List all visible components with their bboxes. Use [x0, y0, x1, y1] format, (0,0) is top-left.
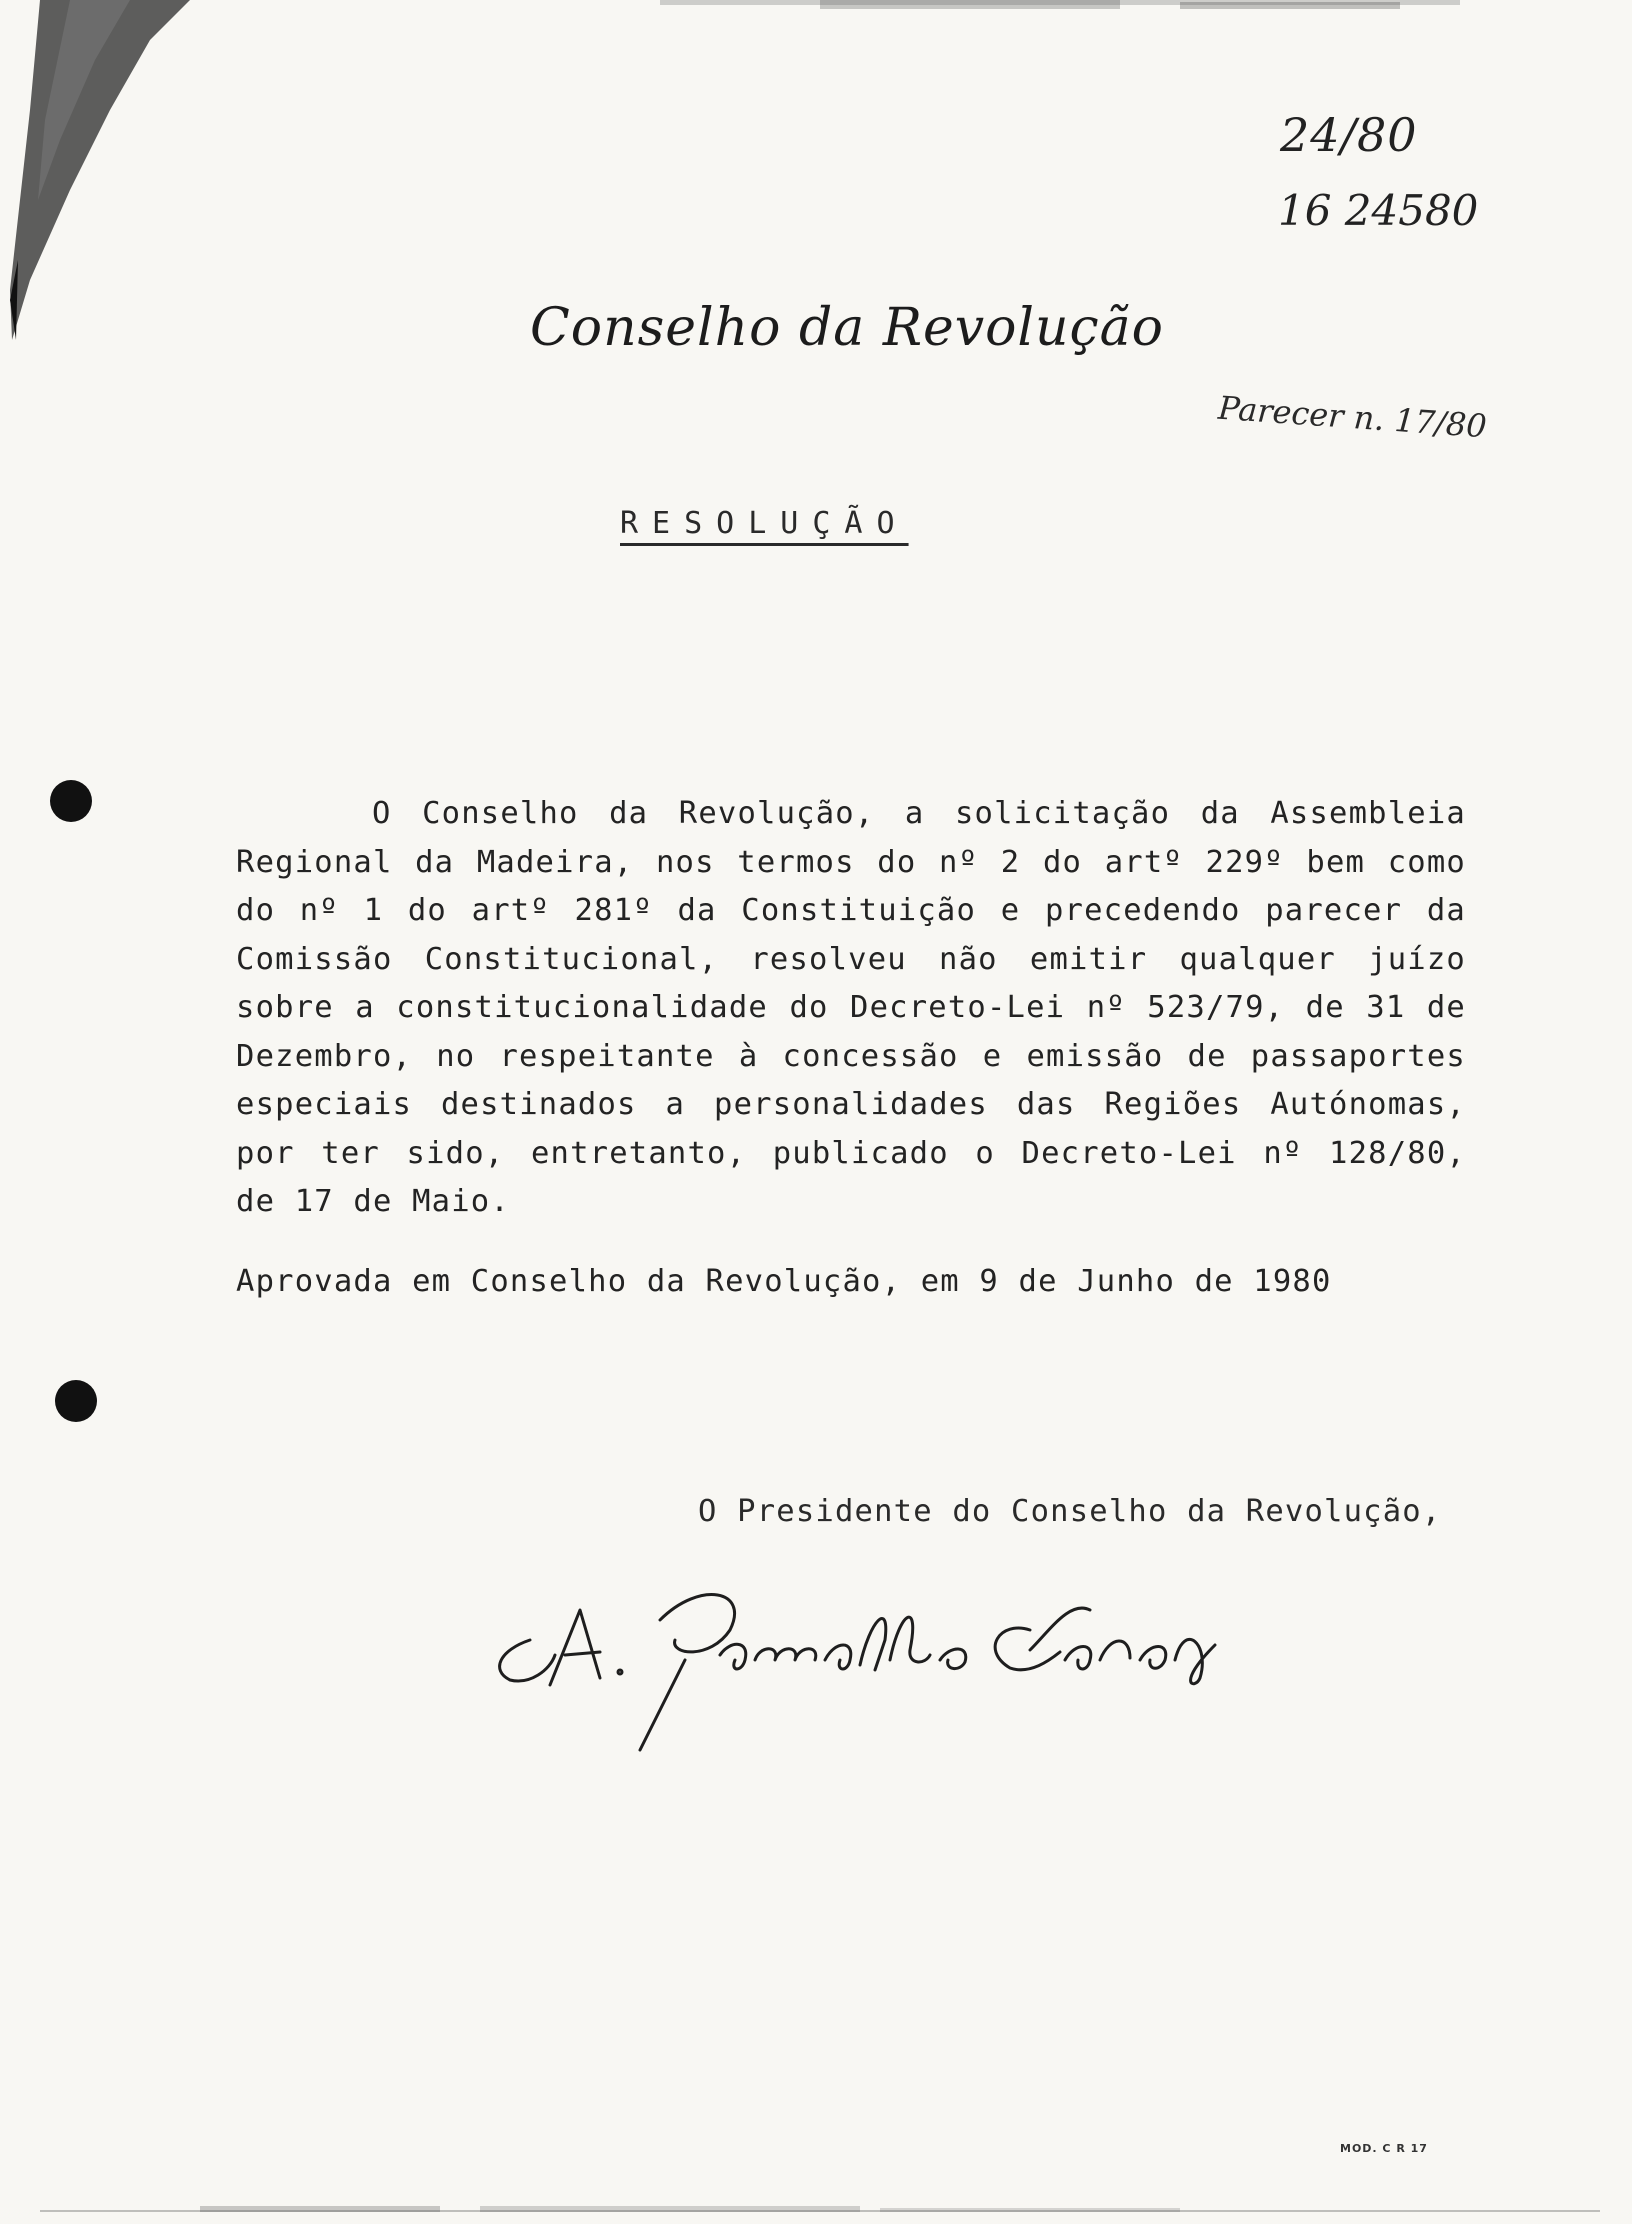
scan-noise-top — [660, 0, 1460, 14]
resolution-body: O Conselho da Revolução, a solicitação da Assembleia Regional da Madeira, nos termos do nº 2 do artº 229º bem como do nº 1 do artº 281º da Constituição e precedendo parecer da Comissão Constitucional, resolveu não emitir qualquer juízo sobre a constitucionalidade do Decreto-Lei nº 523/79, de 31 de Dezembro, no respeitante à concessão e emissão de passaportes especiais destinados a personalidades das Regiões Autónomas, por ter sido, entretanto, publicado o Decreto-Lei nº 128/80, de 17 de Maio. — [236, 796, 1466, 1219]
handwritten-marginal-note: Parecer n. 17/80 — [1217, 388, 1488, 446]
punch-hole-lower — [55, 1380, 97, 1422]
president-signature — [470, 1560, 1430, 1760]
signatory-title: O Presidente do Conselho da Revolução, — [698, 1494, 1442, 1529]
scan-noise-bottom — [0, 2196, 1632, 2224]
handwritten-reference-number: 24/80 — [1280, 108, 1418, 162]
approval-line: Aprovada em Conselho da Revolução, em 9 de Junho de 1980 — [236, 1264, 1332, 1299]
punch-hole-upper — [50, 780, 92, 822]
letterhead: Conselho da Revolução — [530, 298, 1164, 358]
document-title: RESOLUÇÃO — [620, 506, 909, 541]
handwritten-reference-number-2: 16 24580 — [1278, 186, 1479, 235]
scan-shadow-corner — [0, 0, 200, 360]
form-code: MOD. C R 17 — [1340, 2142, 1428, 2155]
